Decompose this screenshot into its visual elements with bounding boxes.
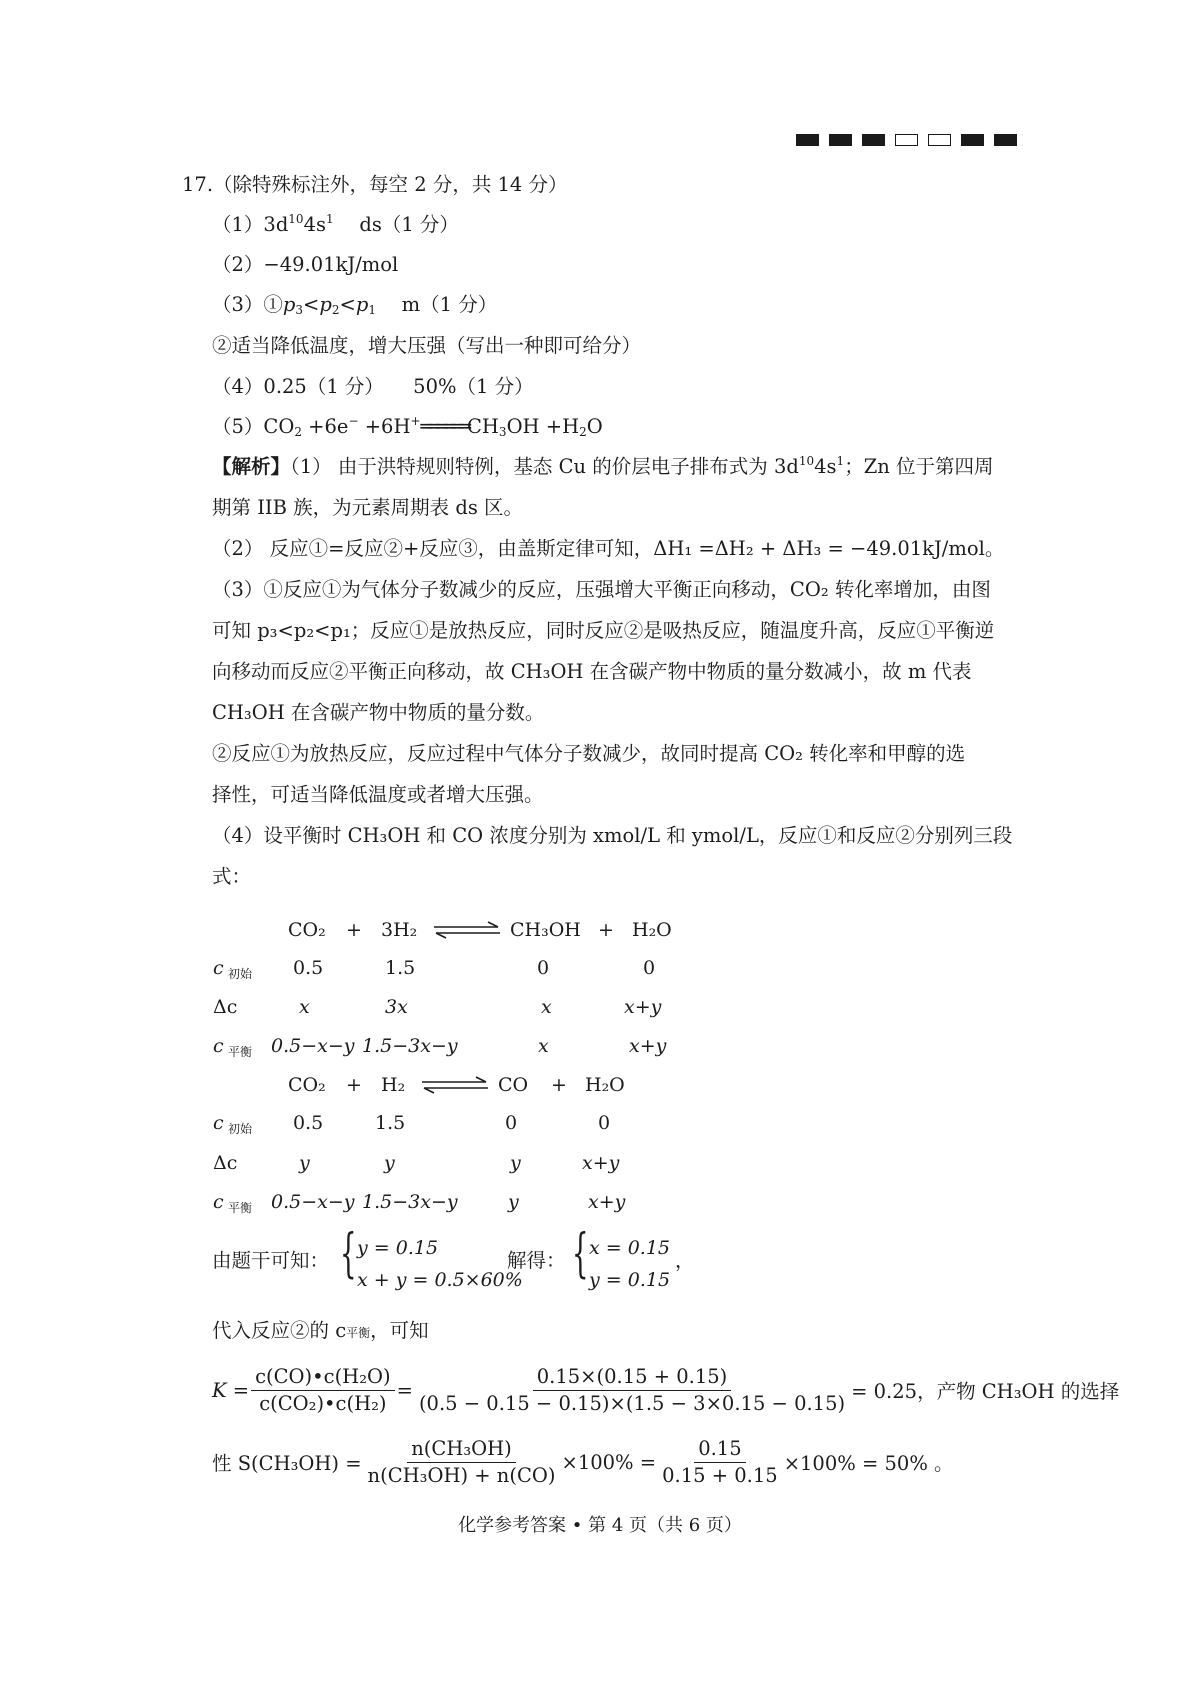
row-label: c <box>213 1191 224 1213</box>
cell: 0 <box>643 957 656 979</box>
question-title: 17.（除特殊标注外，每空 2 分，共 14 分） <box>182 173 568 196</box>
numerator: 0.15 <box>694 1438 745 1463</box>
s-fraction-1 <box>364 1438 560 1487</box>
numerator: 0.15×(0.15 + 0.15) <box>533 1366 732 1391</box>
numerator: n(CH₃OH) <box>407 1438 516 1463</box>
row-label: c <box>213 1035 224 1057</box>
cell: 1.5−3x−y <box>362 1191 458 1213</box>
plus-sign: + <box>346 919 362 941</box>
row-label: c <box>213 1112 224 1134</box>
numerator: c(CO)•c(H₂O) <box>251 1366 395 1391</box>
row-label-sub: 初始 <box>228 1122 253 1136</box>
cell: 3x <box>385 996 408 1018</box>
cell: y <box>508 1191 519 1213</box>
cell: 0 <box>505 1112 518 1134</box>
cell: y <box>510 1152 521 1174</box>
analysis-line-1: 【解析】（1） 由于洪特规则特例，基态 Cu 的价层电子排布式为 $3d^{10}4s^1$；Zn 位于第四周 <box>212 454 994 478</box>
plus-sign: + <box>346 1074 362 1096</box>
k-fraction-2 <box>415 1366 849 1415</box>
s-fraction-2 <box>658 1438 782 1487</box>
analysis-line-10: （4）设平衡时 CH₃OH 和 CO 浓度分别为 xmol/L 和 ymol/L，反应①和反应②分别列三段 <box>212 824 1013 847</box>
selectivity-lhs: 性 S(CH₃OH) = <box>212 1452 362 1475</box>
analysis-line-7: CH₃OH 在含碳产物中物质的量分数。 <box>212 701 545 724</box>
row-label: Δc <box>213 996 238 1018</box>
cell: x <box>541 996 552 1018</box>
cell: 1.5 <box>375 1112 406 1134</box>
equation: x + y = 0.5×60% <box>357 1269 523 1291</box>
row-label: c <box>213 957 224 979</box>
header-mark <box>796 134 819 146</box>
header-mark <box>928 134 951 146</box>
cell: x+y <box>582 1152 620 1174</box>
species: H₂ <box>381 1074 406 1096</box>
row-label-sub: 平衡 <box>228 1201 253 1215</box>
row-label-sub: 平衡 <box>228 1045 253 1059</box>
solve-mid: 解得： <box>507 1249 566 1272</box>
species: 3H₂ <box>381 919 418 941</box>
answer-3b: ②适当降低温度，增大压强（写出一种即可给分） <box>212 334 642 357</box>
analysis-line-6: 向移动而反应②平衡正向移动，故 CH₃OH 在含碳产物中物质的量分数减小，故 m 代表 <box>212 660 972 683</box>
analysis-label: 【解析】 <box>212 455 291 478</box>
k-expression <box>212 1358 1119 1422</box>
selectivity-expression <box>212 1430 954 1494</box>
denominator: 0.15 + 0.15 <box>662 1463 778 1487</box>
equation: y = 0.15 <box>589 1269 671 1291</box>
answer-5: $(5)CO_2 +6e^-$ $+6H^+══════CH_3OH +H_2O$ <box>212 414 603 439</box>
row-label: Δc <box>213 1152 238 1174</box>
k-symbol: K = <box>212 1378 250 1402</box>
denominator: c(CO₂)•c(H₂) <box>259 1391 387 1415</box>
k-fraction-1 <box>251 1366 395 1415</box>
cell: 0 <box>598 1112 611 1134</box>
answer-2: （2）−49.01kJ/mol <box>212 253 399 276</box>
equals: = <box>396 1378 413 1402</box>
cell: x <box>538 1035 549 1057</box>
left-brace: { <box>340 1224 357 1284</box>
denominator: (0.5 − 0.15 − 0.15)×(1.5 − 3×0.15 − 0.15) <box>418 1391 846 1415</box>
multiply: ×100% = <box>561 1450 657 1474</box>
analysis-line-4: （3）①反应①为气体分子数减少的反应，压强增大平衡正向移动，CO₂ 转化率增加，由图 <box>212 578 991 601</box>
header-mark <box>829 134 852 146</box>
solve-lead: 由题干可知： <box>212 1249 330 1272</box>
equilibrium-arrow <box>432 921 502 939</box>
cell: y <box>299 1152 310 1174</box>
cell: 1.5 <box>385 957 416 979</box>
cell: 0 <box>537 957 550 979</box>
cell: y <box>384 1152 395 1174</box>
selectivity-result: ×100% = 50% 。 <box>783 1452 954 1475</box>
analysis-line-9: 择性，可适当降低温度或者增大压强。 <box>212 783 544 806</box>
equilibrium-arrow <box>420 1076 490 1094</box>
analysis-line-11: 式： <box>212 865 252 888</box>
header-mark <box>994 134 1017 146</box>
plus-sign: + <box>598 919 614 941</box>
analysis-line-5: 可知 p₃<p₂<p₁；反应①是放热反应，同时反应②是吸热反应，随温度升高，反应①平衡逆 <box>212 619 995 642</box>
cell: 0.5 <box>293 1112 324 1134</box>
cell: 0.5−x−y <box>271 1035 355 1057</box>
plus-sign: + <box>551 1074 567 1096</box>
solve-tail: ， <box>675 1249 695 1272</box>
species: CH₃OH <box>510 919 581 941</box>
page-footer: 化学参考答案 • 第 4 页（共 6 页） <box>458 1515 742 1536</box>
analysis-line-3: （2） 反应①=反应②+反应③，由盖斯定律可知，ΔH₁ =ΔH₂ + ΔH₃ = −49.01kJ/mol。 <box>212 537 1005 560</box>
cell: x+y <box>624 996 662 1018</box>
answer-1: $(1)3d^{10}4s^1$ ds（1 分） <box>212 212 459 236</box>
k-result: = 0.25，产物 CH₃OH 的选择 <box>851 1380 1120 1403</box>
species: CO₂ <box>288 1074 326 1096</box>
cell: x+y <box>588 1191 626 1213</box>
cell: 0.5−x−y <box>271 1191 355 1213</box>
cell: x+y <box>629 1035 667 1057</box>
row-label-sub: 初始 <box>228 967 253 981</box>
species: H₂O <box>632 919 672 941</box>
equation: y = 0.15 <box>357 1237 439 1259</box>
header-marks <box>796 134 1017 146</box>
equation: x = 0.15 <box>589 1237 671 1259</box>
header-mark <box>961 134 984 146</box>
answer-3: $(3)①p_3<p_2<p_1$ m（1 分） <box>212 293 498 317</box>
cell: x <box>299 996 310 1018</box>
denominator: n(CH₃OH) + n(CO) <box>367 1463 556 1487</box>
cell: 1.5−3x−y <box>362 1035 458 1057</box>
substitute-line: 代入反应②的 c平衡，可知 <box>212 1319 429 1342</box>
cell: 0.5 <box>293 957 324 979</box>
answer-4: （4）0.25（1 分） 50%（1 分） <box>212 375 534 398</box>
species: CO₂ <box>288 919 326 941</box>
species: CO <box>498 1074 529 1096</box>
analysis-line-8: ②反应①为放热反应，反应过程中气体分子数减少，故同时提高 CO₂ 转化率和甲醇的选 <box>212 742 966 765</box>
species: H₂O <box>585 1074 625 1096</box>
analysis-line-2: 期第 IIB 族，为元素周期表 ds 区。 <box>212 496 524 519</box>
left-brace: { <box>572 1224 589 1284</box>
header-mark <box>862 134 885 146</box>
header-mark <box>895 134 918 146</box>
